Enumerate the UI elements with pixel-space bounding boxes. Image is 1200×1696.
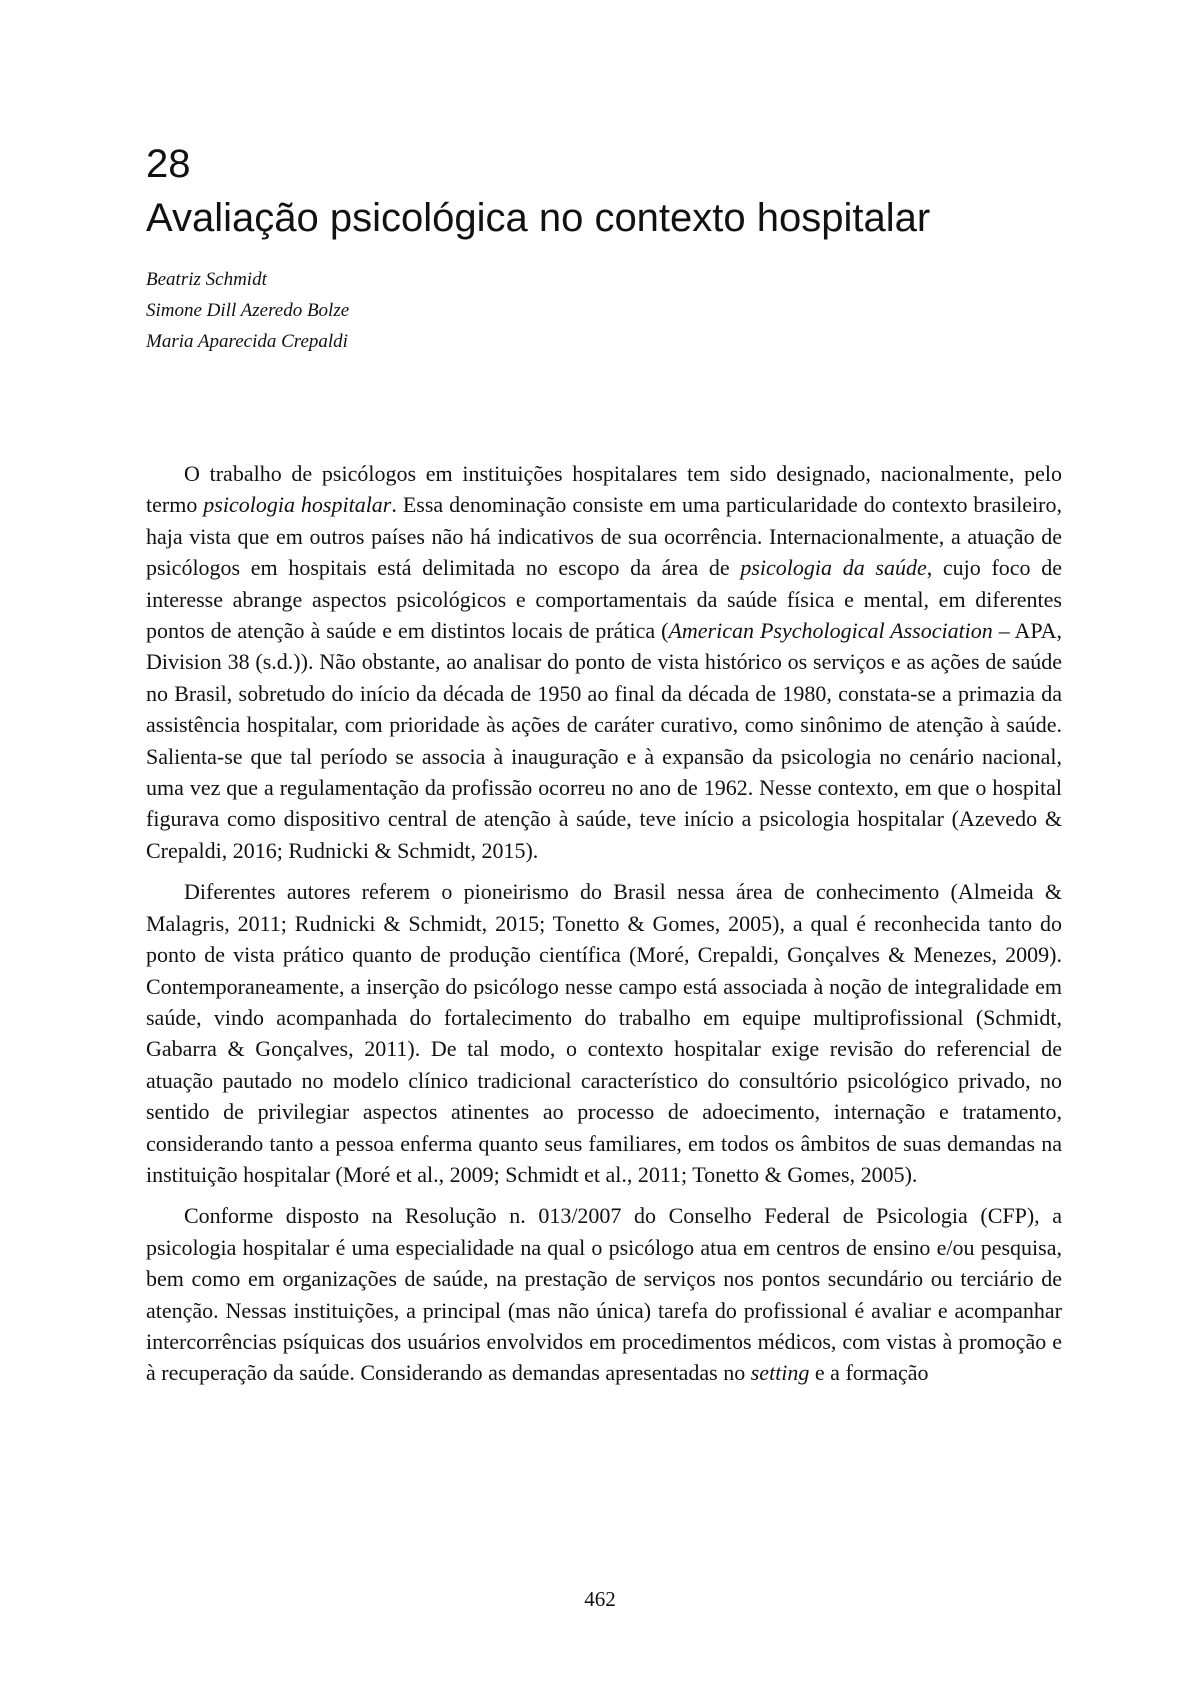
author-list <box>146 264 349 357</box>
paragraph <box>146 1200 1062 1388</box>
text-run: , cujo foco de interesse abrange aspectos psicológicos e comportamentais da saúde física e mental, em diferentes pontos de atenção à saúde e em distintos locais de prática ( <box>146 555 1063 644</box>
author-name: Simone Dill Azeredo Bolze <box>146 300 350 321</box>
text-run: Conforme disposto na Resolução n. 013/2007 do Conselho Federal de Psicologia (CFP), a psicologia hospitalar é uma especialidade na qual o psicólogo atua em centros de ensino e/ou pesquisa, bem como em organizações de saúde, na prestação de serviços nos pontos secundário ou terciário de atenção. Nessas instituições, a principal (mas não única) tarefa do profissional é avaliar e acompanhar intercorrências psíquicas dos usuários envolvidos em procedimentos médicos, com vistas à promoção e à recuperação da saúde. Considerando as demandas apresentadas no <box>146 1203 1062 1386</box>
italic-term: American Psychological Association <box>668 618 993 644</box>
text-run: e a formação <box>809 1360 929 1386</box>
paragraph <box>146 458 1062 866</box>
italic-term: psicologia hospitalar <box>203 492 392 518</box>
chapter-body <box>146 458 1062 1399</box>
page-number: 462 <box>584 1587 616 1611</box>
italic-term: psicologia da saúde <box>740 555 927 581</box>
italic-term: setting <box>750 1360 810 1386</box>
text-run: O trabalho de psicólogos em instituições hospitalares tem sido designado, nacionalmente, pelo termo <box>146 461 1062 518</box>
author-name: Maria Aparecida Crepaldi <box>146 331 348 352</box>
author-name: Beatriz Schmidt <box>146 269 267 290</box>
paragraph <box>146 876 1062 1190</box>
text-run: – APA, Division 38 (s.d.)). Não obstante, ao analisar do ponto de vista histórico os serviços e as ações de saúde no Brasil, sobretudo do início da década de 1950 ao final da década de 1980, constata-se a primazia da assistência hospitalar, com prioridade às ações de caráter curativo, como sinônimo de atenção à saúde. Salienta-se que tal período se associa à inauguração e à expansão da psicologia no cenário nacional, uma vez que a regulamentação da profissão ocorreu no ano de 1962. Nesse contexto, em que o hospital figurava como dispositivo central de atenção à saúde, teve início a psicologia hospitalar (Azevedo & Crepaldi, 2016; Rudnicki & Schmidt, 2015). <box>146 618 1062 863</box>
chapter-title: Avaliação psicológica no contexto hospitalar <box>146 196 931 240</box>
chapter-number: 28 <box>146 142 191 186</box>
text-run: . Essa denominação consiste em uma particularidade do contexto brasileiro, haja vista que em outros países não há indicativos de sua ocorrência. Internacionalmente, a atuação de psicólogos em hospitais está delimitada no escopo da área de <box>146 492 1063 581</box>
text-run: Diferentes autores referem o pioneirismo do Brasil nessa área de conhecimento (Almeida & Malagris, 2011; Rudnicki & Schmidt, 2015; Tonetto & Gomes, 2005), a qual é reconhecida tanto do ponto de vista prático quanto de produção científica (Moré, Crepaldi, Gonçalves & Menezes, 2009). Contemporaneamente, a inserção do psicólogo nesse campo está associada à noção de integralidade em saúde, vindo acompanhada do fortalecimento do trabalho em equipe multiprofissional (Schmidt, Gabarra & Gonçalves, 2011). De tal modo, o contexto hospitalar exige revisão do referencial de atuação pautado no modelo clínico tradicional característico do consultório psicológico privado, no sentido de privilegiar aspectos atinentes ao processo de adoecimento, internação e tratamento, considerando tanto a pessoa enferma quanto seus familiares, em todos os âmbitos de suas demandas na instituição hospitalar (Moré et al., 2009; Schmidt et al., 2011; Tonetto & Gomes, 2005). <box>146 879 1062 1187</box>
